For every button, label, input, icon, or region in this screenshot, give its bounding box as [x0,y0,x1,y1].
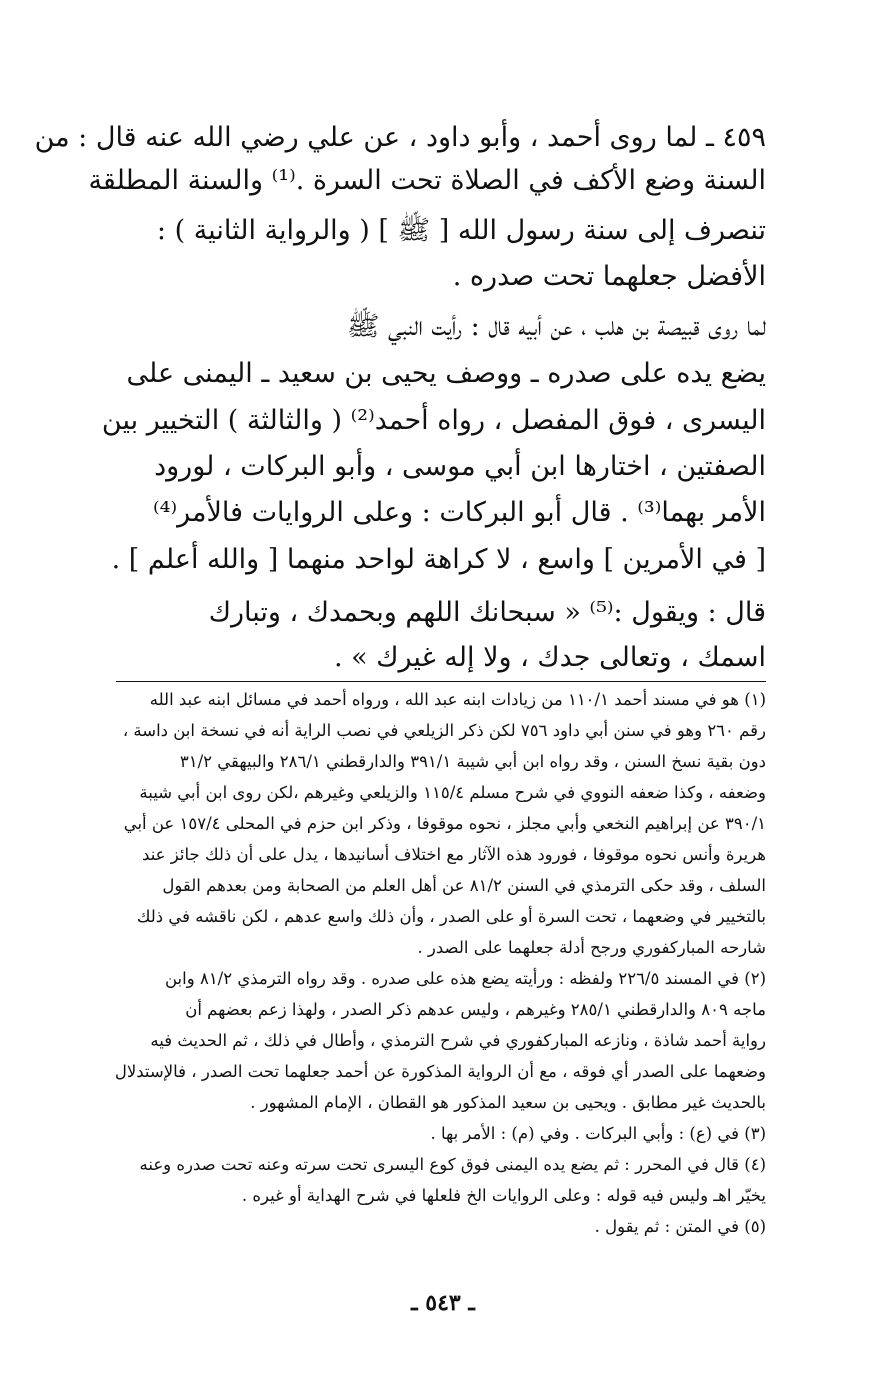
main-text-line: اليسرى ، فوق المفصل ، رواه أحمد⁽²⁾ ( والثالثة ) التخيير بين [101,405,766,436]
footnote-line: رقم ٢٦٠ وهو في سنن أبي داود ٧٥٦ لكن ذكر الزيلعي في نصب الراية أنه في نسخة ابن داسة ، [122,721,766,740]
footnote-line: ماجه ٨٠٩ والدارقطني ٢٨٥/١ وغيرهم ، وليس عدهم ذكر الصدر ، ولهذا زعم بعضهم أن [185,1000,766,1019]
footnote-separator [116,681,766,682]
footnote-line: (١) هو في مسند أحمد ١١٠/١ من زيادات ابنه عبد الله ، ورواه أحمد في مسائل ابنه عبد الله [149,690,766,709]
main-text-line: الصفتين ، اختارها ابن أبي موسى ، وأبو البركات ، لورود [154,451,766,482]
main-text-line: تنصرف إلى سنة رسول الله [ ﷺ ] ( والرواية الثانية ) : [156,215,766,246]
footnote-line: وضعفه ، وكذا ضعفه النووي في شرح مسلم ١١٥/٤ والزيلعي وغيرهم ،لكن روى ابن أبي شيبة [139,783,766,802]
footnote-line: دون بقية نسخ السنن ، وقد رواه ابن أبي شيبة ٣٩١/١ والدارقطني ٢٨٦/١ والبيهقي ٣١/٢ [179,752,766,771]
main-text-line: يضع يده على صدره ـ ووصف يحيى بن سعيد ـ اليمنى على [126,358,766,389]
main-text-line: الأفضل جعلهما تحت صدره . [452,261,766,292]
footnote-line: (٤) قال في المحرر : ثم يضع يده اليمنى فوق كوع اليسرى تحت سرته وعنه تحت صدره وعنه [139,1155,766,1174]
main-text-line: لما روى قبيصة بن هلب ، عن أبيه قال : رأيت النبي ﷺ [346,311,766,342]
footnote-line: السلف ، وقد حكى الترمذي في السنن ٨١/٢ عن أهل العلم من الصحابة ومن بعدهم القول [162,876,766,895]
footnote-line: رواية أحمد شاذة ، ونازعه المباركفوري في شرح الترمذي ، وأطال في ذلك ، ثم الحديث فيه [150,1031,766,1050]
footnote-line: (٢) في المسند ٢٢٦/٥ ولفظه : ورأيته يضع هذه على صدره . وقد رواه الترمذي ٨١/٢ وابن [165,969,766,988]
footnote-line: بالحديث غير مطابق . ويحيى بن سعيد المذكور هو القطان ، الإمام المشهور . [250,1093,766,1112]
main-text-line: اسمك ، وتعالى جدك ، ولا إله غيرك » . [334,642,766,673]
main-text-line: ٤٥٩ ـ لما روى أحمد ، وأبو داود ، عن علي رضي الله عنه قال : من [34,122,766,153]
main-text-line: الأمر بهما⁽³⁾ . قال أبو البركات : وعلى الروايات فالأمر⁽⁴⁾ [153,497,766,528]
footnote-line: بالتخيير في وضعهما ، تحت السرة أو على الصدر ، وأن ذلك واسع عدهم ، لكن ناقشه في ذلك [136,907,766,926]
main-text-line: قال : ويقول :⁽⁵⁾ « سبحانك اللهم وبحمدك ، وتبارك [208,597,766,628]
footnote-line: وضعهما على الصدر أي فوقه ، مع أن الرواية المذكورة عن أحمد جعلهما تحت الصدر ، فالإستدلال [114,1062,766,1081]
footnote-line: (٣) في (ع) : وأبي البركات . وفي (م) : الأمر بها . [430,1124,766,1143]
footnote-line: شارحه المباركفوري ورجح أدلة جعلهما على الصدر . [417,938,766,957]
footnote-line: (٥) في المتن : ثم يقول . [594,1217,766,1236]
footnote-line: ٣٩٠/١ عن إبراهيم النخعي وأبي مجلز ، نحوه موقوفا ، وذكر ابن حزم في المحلى ١٥٧/٤ عن أبي [123,814,766,833]
main-text-line: السنة وضع الأكف في الصلاة تحت السرة .⁽¹⁾ والسنة المطلقة [88,165,766,196]
main-text-line: [ في الأمرين ] واسع ، لا كراهة لواحد منهما [ والله أعلم ] . [111,544,766,575]
footnote-line: يخيّر اهـ وليس فيه قوله : وعلى الروايات الخ فلعلها في شرح الهداية أو غيره . [241,1186,766,1205]
footnote-line: هريرة وأنس نحوه موقوفا ، فورود هذه الآثار مع اختلاف أسانيدها ، يدل على أن ذلك جائز عند [142,845,766,864]
page-number: ـ ٥٤٣ ـ [411,1290,475,1316]
